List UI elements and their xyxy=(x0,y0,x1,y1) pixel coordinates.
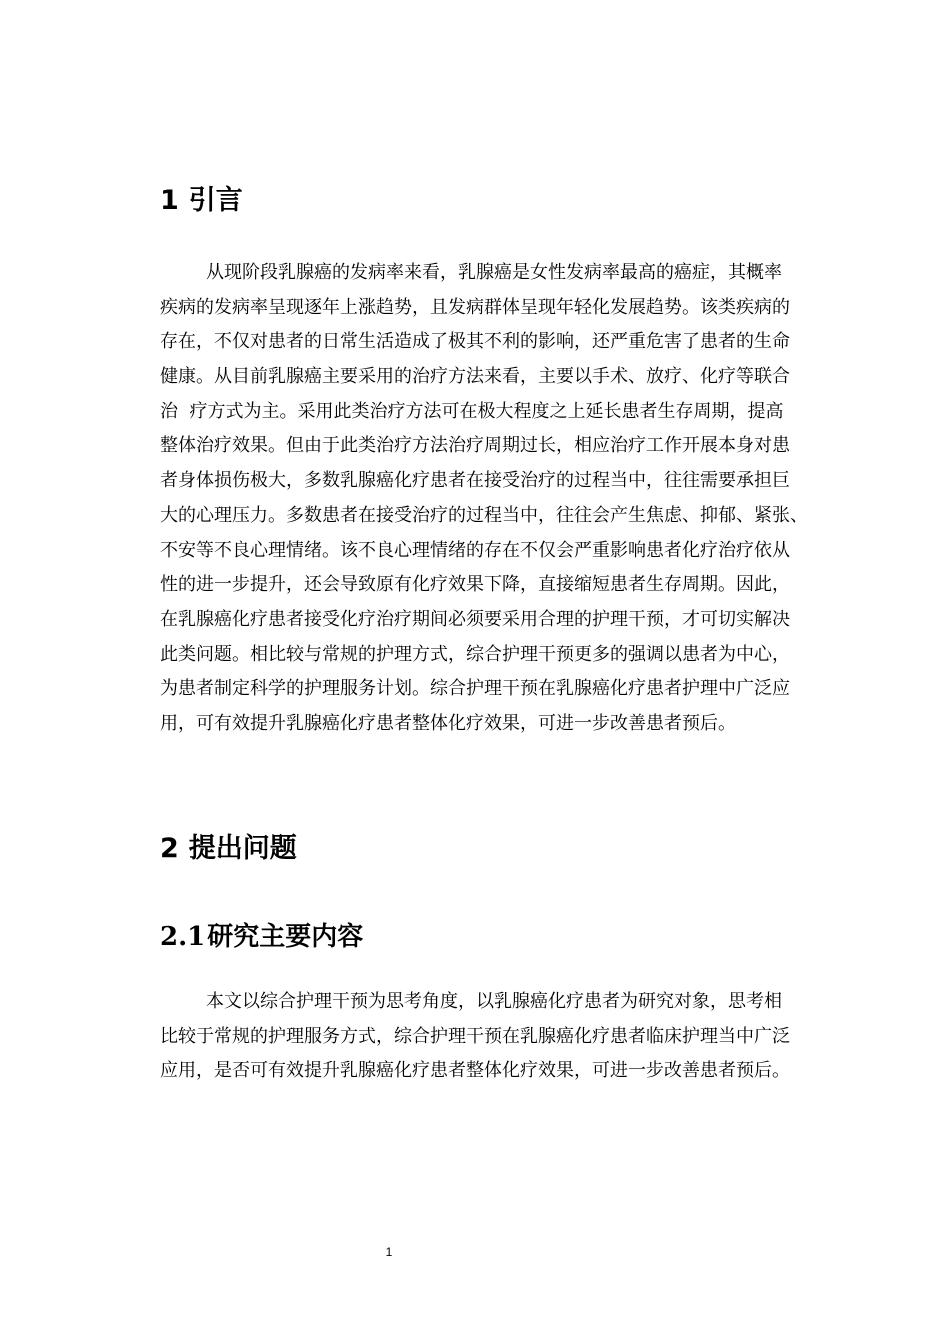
section-1-number: 1 xyxy=(160,185,179,216)
paragraph-line: 整体治疗效果。但由于此类治疗方法治疗周期过长，相应治疗工作开展本身对患 xyxy=(160,435,790,457)
page-number: 1 xyxy=(385,1245,393,1259)
paragraph-line: 者身体损伤极大，多数乳腺癌化疗患者在接受治疗的过程当中，往往需要承担巨 xyxy=(160,470,790,492)
paragraph-line: 健康。从目前乳腺癌主要采用的治疗方法来看，主要以手术、放疗、化疗等联合 xyxy=(160,366,790,388)
section-1-paragraph xyxy=(160,256,850,742)
paragraph-line: 在乳腺癌化疗患者接受化疗治疗期间必须要采用合理的护理干预，才可切实解决 xyxy=(160,608,790,630)
paragraph-line: 此类问题。相比较与常规的护理方式，综合护理干预更多的强调以患者为中心， xyxy=(160,643,790,665)
paragraph-line: 疾病的发病率呈现逐年上涨趋势，且发病群体呈现年轻化发展趋势。该类疾病的 xyxy=(160,296,790,318)
paragraph-line: 不安等不良心理情绪。该不良心理情绪的存在不仅会严重影响患者化疗治疗依从 xyxy=(160,539,790,561)
paragraph-line: 从现阶段乳腺癌的发病率来看，乳腺癌是女性发病率最高的癌症，其概率 xyxy=(206,262,782,283)
section-2-1-number: 2.1 xyxy=(160,922,206,952)
paragraph-line: 性的进一步提升，还会导致原有化疗效果下降，直接缩短患者生存周期。因此， xyxy=(160,574,790,596)
section-1-title: 引言 xyxy=(188,185,243,216)
section-2-number: 2 xyxy=(160,833,179,864)
paragraph-line: 应用，是否可有效提升乳腺癌化疗患者整体化疗效果，可进一步改善患者预后。 xyxy=(160,1060,790,1082)
paragraph-line: 比较于常规的护理服务方式，综合护理干预在乳腺癌化疗患者临床护理当中广泛 xyxy=(160,1025,790,1047)
paragraph-line: 本文以综合护理干预为思考角度，以乳腺癌化疗患者为研究对象，思考相 xyxy=(206,991,782,1012)
section-2-1-title: 研究主要内容 xyxy=(207,922,364,952)
section-1-heading xyxy=(160,181,243,221)
paragraph-line: 存在，不仅对患者的日常生活造成了极其不利的影响，还严重危害了患者的生命 xyxy=(160,331,790,353)
section-2-1-heading xyxy=(160,917,363,957)
paragraph-line: 用，可有效提升乳腺癌化疗患者整体化疗效果，可进一步改善患者预后。 xyxy=(160,712,736,734)
section-2-heading xyxy=(160,829,297,869)
section-2-title: 提出问题 xyxy=(188,833,297,864)
section-2-1-paragraph xyxy=(160,985,850,1089)
paragraph-line: 治 疗方式为主。采用此类治疗方法可在极大程度之上延长患者生存周期，提高 xyxy=(160,400,784,422)
paragraph-line: 为患者制定科学的护理服务计划。综合护理干预在乳腺癌化疗患者护理中广泛应 xyxy=(160,678,790,700)
paragraph-line: 大的心理压力。多数患者在接受治疗的过程当中，往往会产生焦虑、抑郁、紧张、 xyxy=(160,504,808,526)
